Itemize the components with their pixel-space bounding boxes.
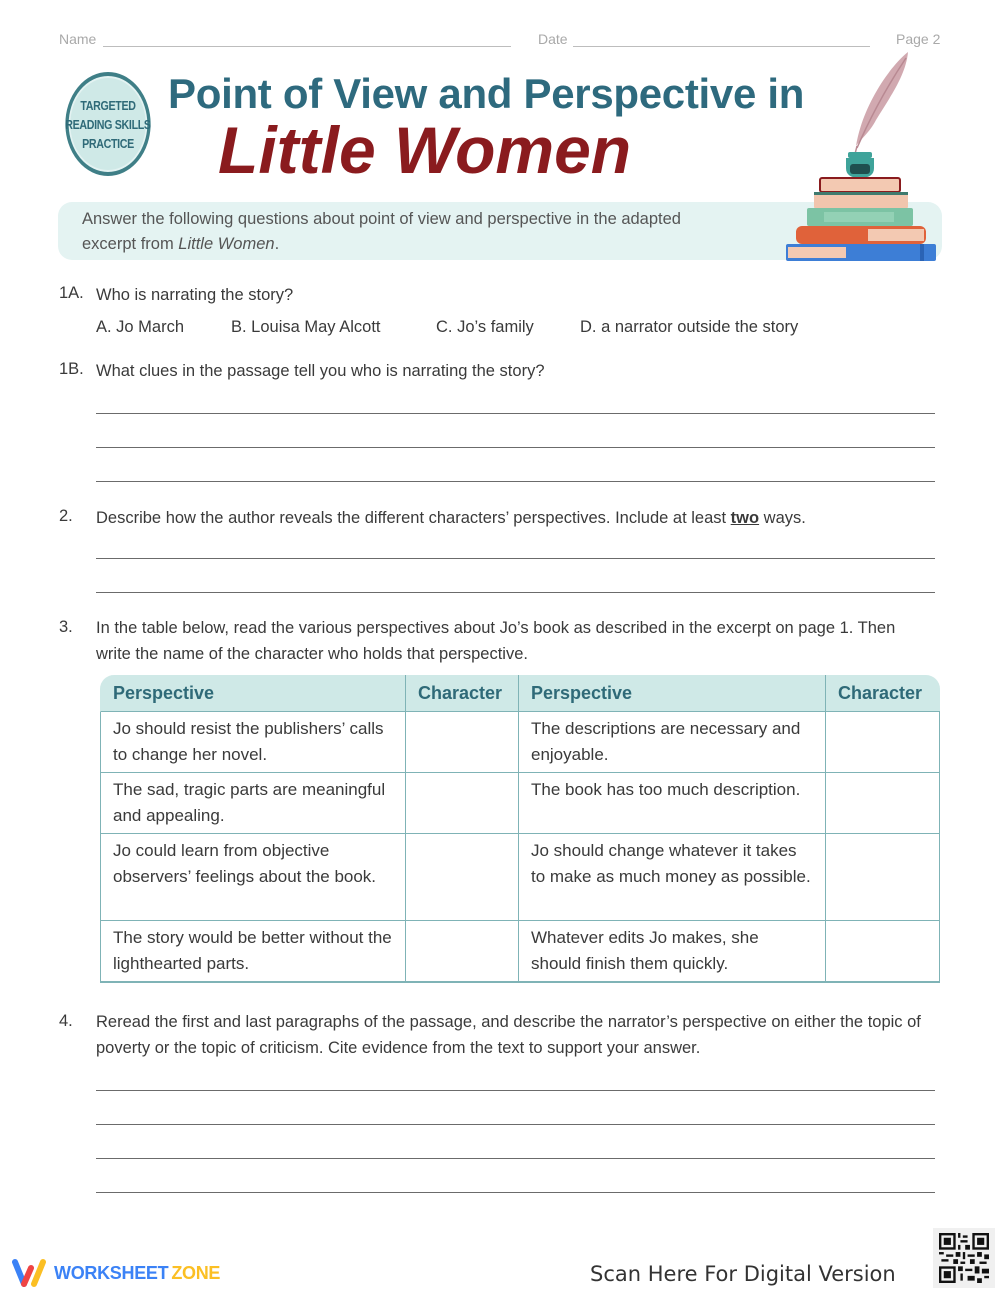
badge-line-1: TARGETED (80, 97, 136, 113)
question-3-text: In the table below, read the various perspectives about Jo’s book as described in the excerpt on page 1. Then write the name of the character who holds that perspective. (96, 619, 896, 663)
perspective-table (100, 675, 940, 983)
character-answer-cell[interactable] (406, 834, 519, 921)
page-number: Page 2 (896, 31, 941, 47)
book-title-italic: Little Women (178, 235, 275, 253)
choice-c[interactable]: C. Jo’s family (436, 318, 534, 336)
page-title-book-name: Little Women (218, 113, 632, 187)
perspective-cell: The story would be better without the lighthearted parts. (100, 921, 406, 983)
question-1b-text: What clues in the passage tell you who is narrating the story? (96, 362, 545, 380)
table-header-row (100, 675, 940, 712)
answer-line-2-1[interactable] (96, 558, 935, 559)
answer-line-1b-2[interactable] (96, 447, 935, 448)
question-3-number: 3. (59, 618, 73, 636)
perspective-cell: Jo should change whatever it takes to make as much money as possible. (519, 834, 826, 921)
question-2-text-main: Describe how the author reveals the different characters’ perspectives. Include at least (96, 509, 731, 527)
instructions-text-main: Answer the following questions about point of view and perspective in the adapted excerpt from (82, 210, 681, 253)
name-label: Name (59, 31, 97, 47)
choice-a[interactable]: A. Jo March (96, 318, 185, 336)
badge-line-2: READING SKILLS (65, 116, 151, 132)
character-answer-cell[interactable] (406, 773, 519, 834)
perspective-cell: The book has too much description. (519, 773, 826, 834)
choice-b[interactable]: B. Louisa May Alcott (231, 318, 381, 336)
character-answer-cell[interactable] (826, 921, 940, 983)
instructions-text (82, 207, 702, 257)
question-1b-number: 1B. (59, 360, 84, 378)
character-answer-cell[interactable] (406, 921, 519, 983)
table-row (100, 921, 940, 983)
targeted-reading-skills-badge (65, 72, 150, 176)
question-4-text: Reread the first and last paragraphs of the passage, and describe the narrator’s perspective on either the topic of poverty or the topic of criticism. Cite evidence from the text to support your answer. (96, 1013, 921, 1057)
header-character-2: Character (826, 675, 940, 712)
perspective-cell: The descriptions are necessary and enjoyable. (519, 712, 826, 773)
book-stack-icon (786, 178, 936, 261)
choice-d[interactable]: D. a narrator outside the story (580, 318, 799, 336)
worksheet-zone-logo[interactable] (12, 1258, 220, 1288)
question-1a-text: Who is narrating the story? (96, 286, 294, 304)
perspective-cell: Jo should resist the publishers’ calls to change her novel. (100, 712, 406, 773)
answer-line-2-2[interactable] (96, 592, 935, 593)
answer-line-4-1[interactable] (96, 1090, 935, 1091)
date-label: Date (538, 31, 568, 47)
table-row (100, 712, 940, 773)
badge-line-3: PRACTICE (82, 135, 134, 151)
character-answer-cell[interactable] (406, 712, 519, 773)
page-title: Point of View and Perspective in (168, 70, 805, 117)
header-character-1: Character (406, 675, 519, 712)
character-answer-cell[interactable] (826, 834, 940, 921)
name-field[interactable] (103, 46, 511, 47)
question-2-emphasis: two (730, 509, 760, 527)
character-answer-cell[interactable] (826, 712, 940, 773)
perspective-cell: The sad, tragic parts are meaningful and appealing. (100, 773, 406, 834)
question-2-number: 2. (59, 507, 73, 525)
table-row (100, 834, 940, 921)
quill-icon (854, 52, 908, 158)
answer-line-4-2[interactable] (96, 1124, 935, 1125)
answer-line-1b-3[interactable] (96, 481, 935, 482)
answer-line-4-4[interactable] (96, 1192, 935, 1193)
answer-line-1b-1[interactable] (96, 413, 935, 414)
question-2-text-end: ways. (759, 509, 806, 527)
perspective-cell: Jo could learn from objective observers’ feelings about the book. (100, 834, 406, 921)
scan-here-text: Scan Here For Digital Version (590, 1262, 896, 1286)
header-perspective-1: Perspective (100, 675, 406, 712)
date-field[interactable] (573, 46, 870, 47)
brand-name-zone: ZONE (171, 1262, 221, 1283)
answer-line-4-3[interactable] (96, 1158, 935, 1159)
qr-code-icon[interactable] (933, 1228, 995, 1288)
inkwell-icon (846, 152, 874, 178)
table-row (100, 773, 940, 834)
character-answer-cell[interactable] (826, 773, 940, 834)
instructions-text-end: . (274, 235, 280, 253)
question-1a-number: 1A. (59, 284, 84, 302)
perspective-cell: Whatever edits Jo makes, she should finish them quickly. (519, 921, 826, 983)
header-perspective-2: Perspective (519, 675, 826, 712)
worksheet-zone-logo-icon (12, 1258, 48, 1288)
books-and-quill-illustration (780, 48, 950, 263)
question-4-number: 4. (59, 1012, 73, 1030)
brand-name-worksheet: WORKSHEET (54, 1262, 169, 1283)
question-2-text (96, 505, 806, 531)
